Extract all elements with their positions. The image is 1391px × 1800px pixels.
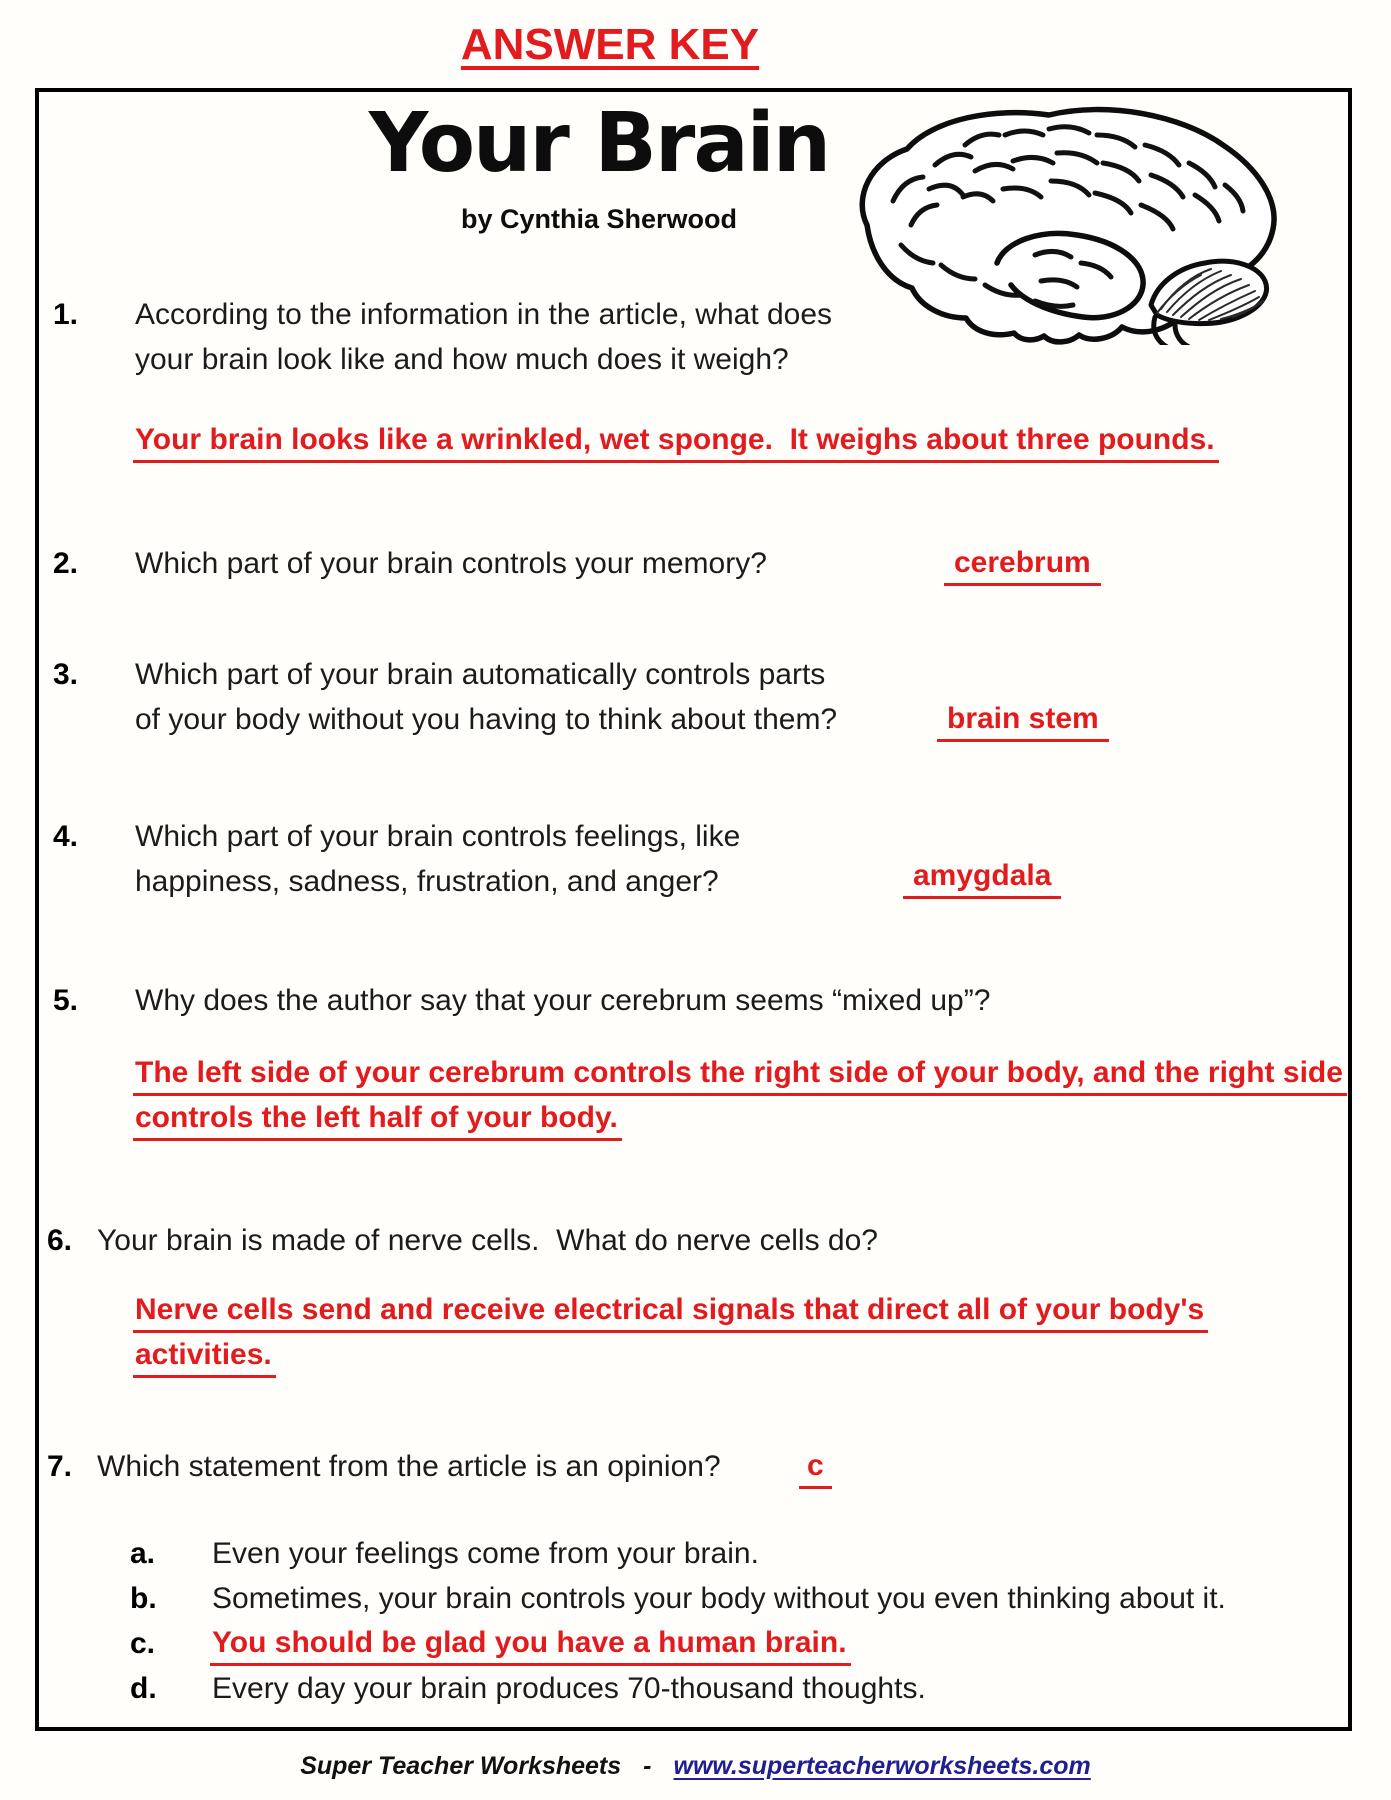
- choice-d-text: Every day your brain produces 70-thousand thoughts.: [212, 1672, 926, 1705]
- brain-icon: [845, 105, 1295, 345]
- answer-6-line-2: activities.: [133, 1337, 276, 1378]
- footer-separator: -: [643, 1752, 652, 1780]
- answer-3: brain stem: [937, 701, 1109, 742]
- choice-b-text: Sometimes, your brain controls your body without you even thinking about it.: [212, 1582, 1226, 1615]
- question-1-number: 1.: [53, 298, 79, 331]
- question-7-line-1: Which statement from the article is an opinion?: [97, 1450, 721, 1483]
- question-2-line-1: Which part of your brain controls your memory?: [135, 547, 767, 580]
- answer-5-line-2: controls the left half of your body.: [133, 1100, 622, 1141]
- answer-4: amygdala: [903, 858, 1061, 899]
- question-2-number: 2.: [53, 547, 79, 580]
- question-5-number: 5.: [53, 984, 79, 1017]
- answer-5-line-1: The left side of your cerebrum controls the right side of your body, and the right side: [133, 1055, 1347, 1096]
- choice-c-text-correct: You should be glad you have a human brain.: [210, 1625, 851, 1666]
- footer-link[interactable]: www.superteacherworksheets.com: [673, 1752, 1091, 1780]
- choice-a-text: Even your feelings come from your brain.: [212, 1537, 759, 1570]
- question-6-number: 6.: [47, 1224, 73, 1257]
- choice-b-letter: b.: [130, 1582, 157, 1615]
- question-3-number: 3.: [53, 658, 79, 691]
- footer-brand: Super Teacher Worksheets: [300, 1752, 622, 1780]
- question-7-number: 7.: [47, 1450, 73, 1483]
- question-6-line-1: Your brain is made of nerve cells. What do nerve cells do?: [97, 1224, 878, 1257]
- question-4-line-1: Which part of your brain controls feelings, like: [135, 820, 741, 853]
- question-5-line-1: Why does the author say that your cerebrum seems “mixed up”?: [135, 984, 991, 1017]
- question-3-line-2: of your body without you having to think about them?: [135, 703, 838, 736]
- footer: [0, 1752, 1391, 1781]
- question-4-line-2: happiness, sadness, frustration, and anger?: [135, 865, 719, 898]
- question-4-number: 4.: [53, 820, 79, 853]
- answer-2: cerebrum: [944, 545, 1101, 586]
- byline: by Cynthia Sherwood: [460, 204, 738, 234]
- choice-d-letter: d.: [130, 1672, 157, 1705]
- answer-key-banner: ANSWER KEY: [460, 20, 760, 69]
- answer-1: Your brain looks like a wrinkled, wet sponge. It weighs about three pounds.: [133, 422, 1219, 463]
- choice-c-letter: c.: [130, 1627, 156, 1660]
- question-3-line-1: Which part of your brain automatically controls parts: [135, 658, 826, 691]
- answer-6-line-1: Nerve cells send and receive electrical signals that direct all of your body's: [133, 1292, 1208, 1333]
- question-1-line-2: your brain look like and how much does it weigh?: [135, 343, 789, 376]
- answer-7: c: [799, 1448, 832, 1489]
- worksheet-title: Your Brain: [368, 96, 830, 191]
- question-1-line-1: According to the information in the article, what does: [135, 298, 833, 331]
- worksheet-frame: [35, 88, 1352, 1731]
- choice-a-letter: a.: [130, 1537, 156, 1570]
